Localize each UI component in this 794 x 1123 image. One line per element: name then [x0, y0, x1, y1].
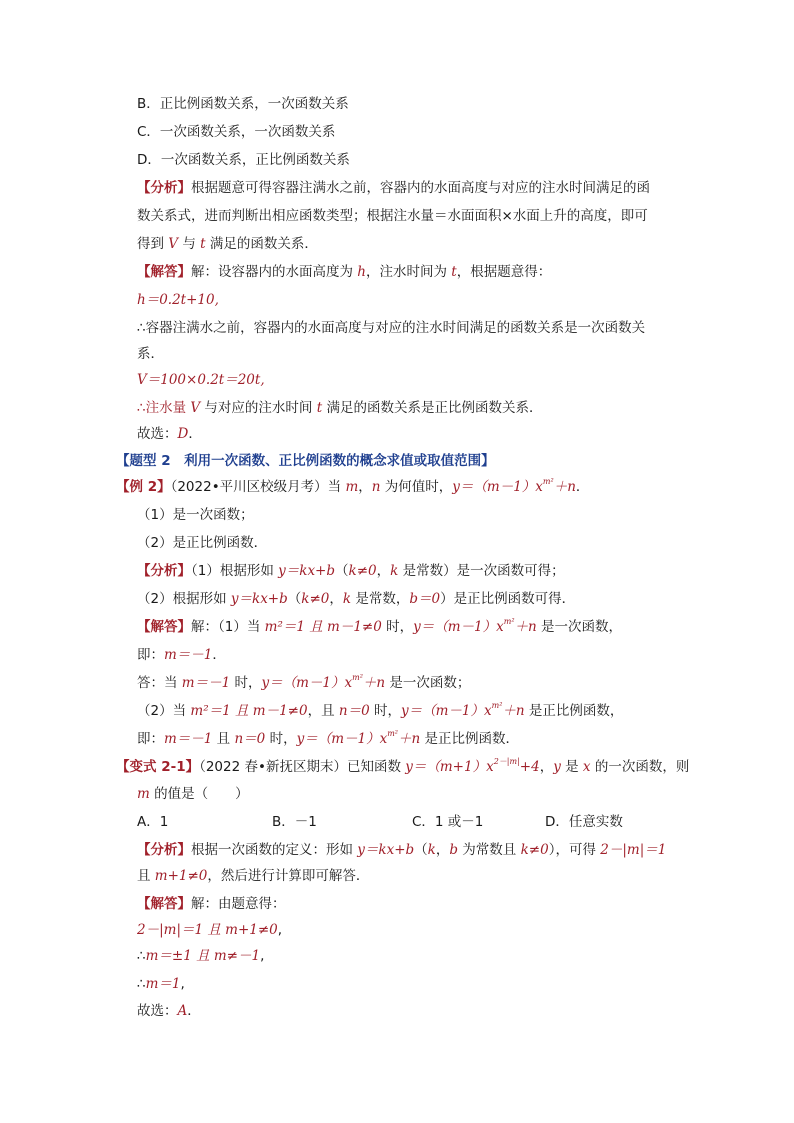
text: ， — [376, 563, 391, 579]
formula: y＝（m+1）x — [405, 759, 494, 775]
text: ， — [358, 479, 372, 495]
text: 为何值时， — [380, 479, 453, 495]
text: ）是正比例函数可得． — [440, 591, 576, 607]
text: 根据题意可得容器注满水之前，容器内的水面高度与对应的注水时间满足的函 — [191, 180, 650, 196]
text: （1）根据形如 — [191, 563, 279, 579]
answer-letter: A — [177, 1003, 188, 1019]
text: ， — [539, 759, 554, 775]
formula: m＝－1 — [164, 731, 213, 747]
formula: 2－|m|＝1 — [600, 842, 667, 858]
text: , — [277, 922, 283, 938]
text: 的一次函数，则 — [590, 759, 690, 775]
text: 得到 — [137, 236, 169, 252]
formula: m＝±1 且 m≠－1 — [145, 948, 261, 964]
exponent: m² — [542, 477, 554, 486]
text: 是常数）是一次函数可得； — [398, 563, 565, 579]
solution-3-line-2 — [137, 920, 282, 940]
formula: y＝kx+b — [230, 591, 288, 607]
var-m: m — [345, 479, 359, 495]
solution-3-line-3 — [137, 946, 264, 966]
formula: k≠0 — [348, 563, 377, 579]
text: ， — [329, 591, 343, 607]
solution-1-line-4: 系． — [137, 346, 164, 362]
text: 时， — [265, 731, 297, 747]
formula: m²＝1 且 m－1≠0 — [264, 619, 382, 635]
formula: y＝（m－1）x — [452, 479, 543, 495]
formula: ＋n — [502, 703, 525, 719]
analysis-1-line-2: 数关系式，进而判断出相应函数类型；根据注水量＝水面面积×水面上升的高度，即可 — [137, 208, 648, 224]
option-c: C．一次函数关系，一次函数关系 — [137, 124, 336, 140]
text: 是 — [560, 759, 583, 775]
var-t: t — [200, 236, 206, 252]
formula: y＝kx+b — [278, 563, 336, 579]
text: 是一次函数； — [385, 675, 471, 691]
text: （ — [414, 842, 428, 858]
solution-3-line-1 — [137, 894, 286, 914]
solution-tag: 【解答】 — [137, 896, 191, 912]
solution-1-line-3: ∴容器注满水之前，容器内的水面高度与对应的注水时间满足的函数关系是一次函数关 — [137, 320, 646, 336]
text: ． — [187, 1003, 201, 1019]
text: （ — [287, 591, 302, 607]
text: 与 — [178, 236, 201, 252]
formula: ＋n — [553, 479, 576, 495]
text: 是正比例函数． — [420, 731, 520, 747]
text: ∴注水量 — [137, 400, 191, 416]
formula: ＋n — [398, 731, 421, 747]
var-k: k — [342, 591, 352, 607]
formula: n＝0 — [338, 703, 370, 719]
solution-1-line-1 — [137, 262, 551, 282]
analysis-2-line-1 — [137, 561, 565, 581]
formula: y＝（m－1）x — [413, 619, 504, 635]
text: 解：设容器内的水面高度为 — [191, 264, 358, 280]
var-m: m — [137, 786, 150, 802]
text: 解：（1）当 — [191, 619, 265, 635]
formula: y＝kx+b — [357, 842, 415, 858]
analysis-tag: 【分析】 — [137, 563, 191, 579]
text: 根据一次函数的定义：形如 — [191, 842, 358, 858]
variant-option-a: A．1 — [137, 814, 169, 830]
solution-tag: 【解答】 — [137, 264, 191, 280]
example-2-q1: （1）是一次函数； — [137, 507, 254, 523]
formula: b＝0 — [409, 591, 441, 607]
text: 与对应的注水时间 — [200, 400, 317, 416]
text: ，注水时间为 — [366, 264, 452, 280]
text: ． — [188, 426, 202, 442]
text: ），可得 — [548, 842, 601, 858]
var-x: x — [582, 759, 591, 775]
exponent: m² — [491, 701, 503, 710]
text: ∴ — [137, 948, 146, 964]
solution-1-answer — [137, 424, 202, 444]
formula: m²＝1 且 m－1≠0 — [190, 703, 308, 719]
solution-2-line-3 — [137, 673, 470, 693]
solution-tag: 【解答】 — [137, 619, 191, 635]
text: （2022•平川区校级月考）当 — [170, 479, 346, 495]
exponent: m² — [387, 729, 399, 738]
text: 的值是（ ） — [149, 786, 249, 802]
exponent: 2－|m| — [493, 757, 520, 766]
analysis-3-line-1 — [137, 840, 666, 860]
text: ，然后进行计算即可解答． — [207, 868, 370, 884]
text: 时， — [381, 619, 414, 635]
text: ，且 — [307, 703, 339, 719]
variant-option-b: B．－1 — [272, 814, 317, 830]
option-d: D．一次函数关系，正比例函数关系 — [137, 152, 350, 168]
formula: m+1≠0 — [154, 868, 208, 884]
text: 即： — [137, 731, 164, 747]
text: 故选： — [137, 1003, 178, 1019]
var-y: y — [553, 759, 561, 775]
text: 解：由题意得： — [191, 896, 286, 912]
option-b: B．正比例函数关系，一次函数关系 — [137, 96, 349, 112]
formula: 2－|m|＝1 且 m+1≠0 — [137, 922, 278, 938]
text: , — [260, 948, 265, 964]
text: 答：当 — [137, 675, 182, 691]
solution-2-line-4 — [137, 701, 623, 721]
variant-2-1-line-2 — [137, 784, 249, 804]
text: , — [180, 976, 185, 992]
var-t: t — [316, 400, 323, 416]
solution-3-answer — [137, 1001, 201, 1021]
formula: y＝（m－1）x — [261, 675, 353, 691]
var-b: b — [449, 842, 459, 858]
formula: +4 — [519, 759, 540, 775]
var-t: t — [451, 264, 457, 280]
text: 且 — [212, 731, 235, 747]
formula: n＝0 — [234, 731, 266, 747]
text: （2022 春•新抚区期末）已知函数 — [199, 759, 406, 775]
example-2-q2: （2）是正比例函数． — [137, 535, 268, 551]
solution-2-line-1 — [137, 617, 622, 637]
text: ∴ — [137, 976, 146, 992]
equation-v: V＝100×0.2t＝20t, — [137, 372, 265, 388]
solution-2-line-2 — [137, 645, 226, 665]
formula: ＋n — [514, 619, 537, 635]
exponent: m² — [352, 673, 363, 682]
variant-option-d: D．任意实数 — [545, 814, 623, 830]
analysis-2-line-2 — [137, 589, 575, 609]
formula: ＋n — [362, 675, 386, 691]
example-2-stem — [116, 477, 589, 497]
formula: m＝1 — [145, 976, 181, 992]
text: 是一次函数， — [536, 619, 623, 635]
analysis-1-line-3 — [137, 234, 318, 254]
variant-option-c: C．1 或－1 — [412, 814, 484, 830]
text: 时， — [369, 703, 401, 719]
formula: m＝－1 — [164, 647, 213, 663]
solution-1-line-6 — [137, 398, 542, 418]
var-v: V — [168, 236, 179, 252]
formula: m＝－1 — [181, 675, 231, 691]
formula: k≠0 — [301, 591, 330, 607]
text: ， — [435, 842, 450, 858]
var-v: V — [190, 400, 201, 416]
variant-tag: 【变式 2-1】 — [116, 759, 200, 775]
example-tag: 【例 2】 — [116, 479, 171, 495]
text: 满足的函数关系． — [205, 236, 318, 252]
answer-letter: D — [177, 426, 189, 442]
var-h: h — [357, 264, 366, 280]
text: ． — [575, 479, 590, 495]
analysis-tag: 【分析】 — [137, 180, 191, 196]
formula: k≠0 — [520, 842, 549, 858]
text: 是正比例函数， — [524, 703, 624, 719]
text: （2）当 — [137, 703, 191, 719]
solution-2-line-5 — [137, 729, 519, 749]
solution-3-line-4 — [137, 974, 185, 994]
analysis-1-line-1 — [137, 178, 650, 198]
text: ． — [212, 647, 226, 663]
variant-2-1-stem — [116, 757, 689, 777]
text: （2）根据形如 — [137, 591, 231, 607]
var-k: k — [427, 842, 436, 858]
text: 满足的函数关系是正比例函数关系． — [322, 400, 543, 416]
var-k: k — [390, 563, 399, 579]
text: ，根据题意得： — [456, 264, 552, 280]
text: 时， — [230, 675, 262, 691]
analysis-3-line-2 — [137, 866, 369, 886]
text: （ — [335, 563, 349, 579]
analysis-tag: 【分析】 — [137, 842, 191, 858]
topic-2-heading: 【题型 2 利用一次函数、正比例函数的概念求值或取值范围】 — [116, 453, 495, 469]
equation-h: h＝0.2t+10, — [137, 292, 219, 308]
text: 是常数， — [351, 591, 410, 607]
text: 为常数且 — [458, 842, 521, 858]
exponent: m² — [503, 617, 515, 626]
formula: y＝（m－1）x — [296, 731, 388, 747]
text: 故选： — [137, 426, 178, 442]
text: 即： — [137, 647, 164, 663]
formula: y＝（m－1）x — [400, 703, 492, 719]
text: 且 — [137, 868, 155, 884]
var-n: n — [371, 479, 381, 495]
